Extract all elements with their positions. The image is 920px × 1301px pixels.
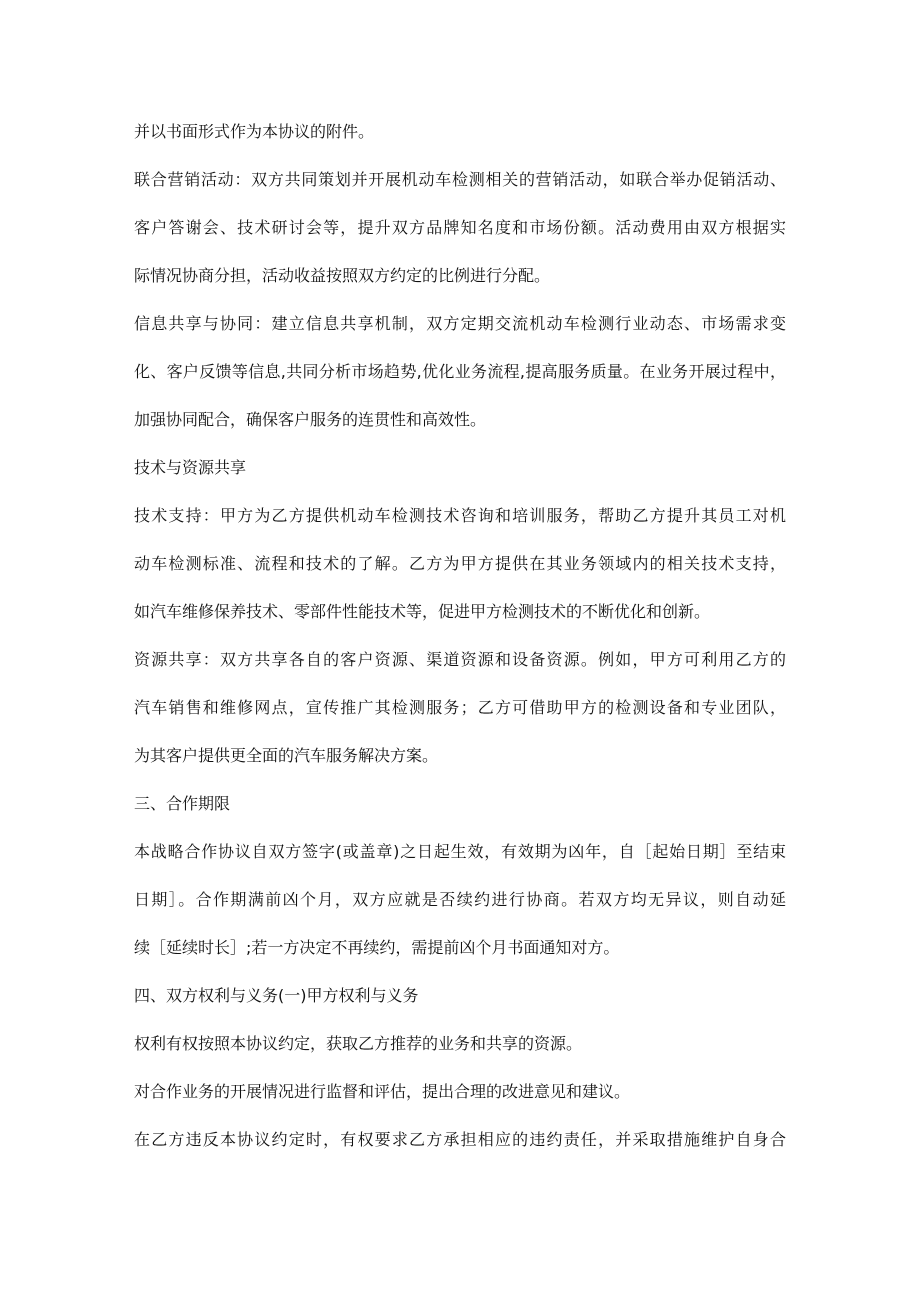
text-line: 信息共享与协同：建立信息共享机制，双方定期交流机动车检测行业动态、市场需求变 [134,314,786,333]
text-line: 加强协同配合，确保客户服务的连贯性和高效性。 [134,410,487,429]
text-line: 客户答谢会、技术研讨会等，提升双方品牌知名度和市场份额。活动费用由双方根据实 [134,218,786,237]
text-line: 化、客户反馈等信息,共同分析市场趋势,优化业务流程,提高服务质量。在业务开展过程中， [134,362,786,381]
section-heading: 三、合作期限 [134,794,231,813]
text-line: 本战略合作协议自双方签字(或盖章)之日起生效，有效期为凶年，自［起始日期］至结束 [134,842,786,861]
text-line: 为其客户提供更全面的汽车服务解决方案。 [134,746,439,765]
text-line: 并以书面形式作为本协议的附件。 [134,122,375,141]
text-line: 在乙方违反本协议约定时，有权要求乙方承担相应的违约责任，并采取措施维护自身合 [134,1130,786,1149]
section-heading: 四、双方权利与义务(一)甲方权利与义务 [134,986,419,1005]
text-line: 日期］。合作期满前凶个月，双方应就是否续约进行协商。若双方均无异议，则自动延 [134,890,786,909]
text-line: 技术支持：甲方为乙方提供机动车检测技术咨询和培训服务，帮助乙方提升其员工对机 [134,506,786,525]
text-line: 汽车销售和维修网点，宣传推广其检测服务；乙方可借助甲方的检测设备和专业团队， [134,698,786,717]
text-line: 际情况协商分担，活动收益按照双方约定的比例进行分配。 [134,266,551,285]
text-line: 联合营销活动：双方共同策划并开展机动车检测相关的营销活动，如联合举办促销活动、 [134,170,786,189]
text-line: 对合作业务的开展情况进行监督和评估，提出合理的改进意见和建议。 [134,1082,631,1101]
section-heading: 技术与资源共享 [134,458,247,477]
text-line: 动车检测标准、流程和技术的了解。乙方为甲方提供在其业务领域内的相关技术支持， [134,554,786,573]
text-line: 如汽车维修保养技术、零部件性能技术等，促进甲方检测技术的不断优化和创新。 [134,602,711,621]
text-line: 续［延续时长］;若一方决定不再续约，需提前凶个月书面通知对方。 [134,938,620,957]
text-line: 资源共享：双方共享各自的客户资源、渠道资源和设备资源。例如，甲方可利用乙方的 [134,650,786,669]
text-line: 权利有权按照本协议约定，获取乙方推荐的业务和共享的资源。 [134,1034,583,1053]
